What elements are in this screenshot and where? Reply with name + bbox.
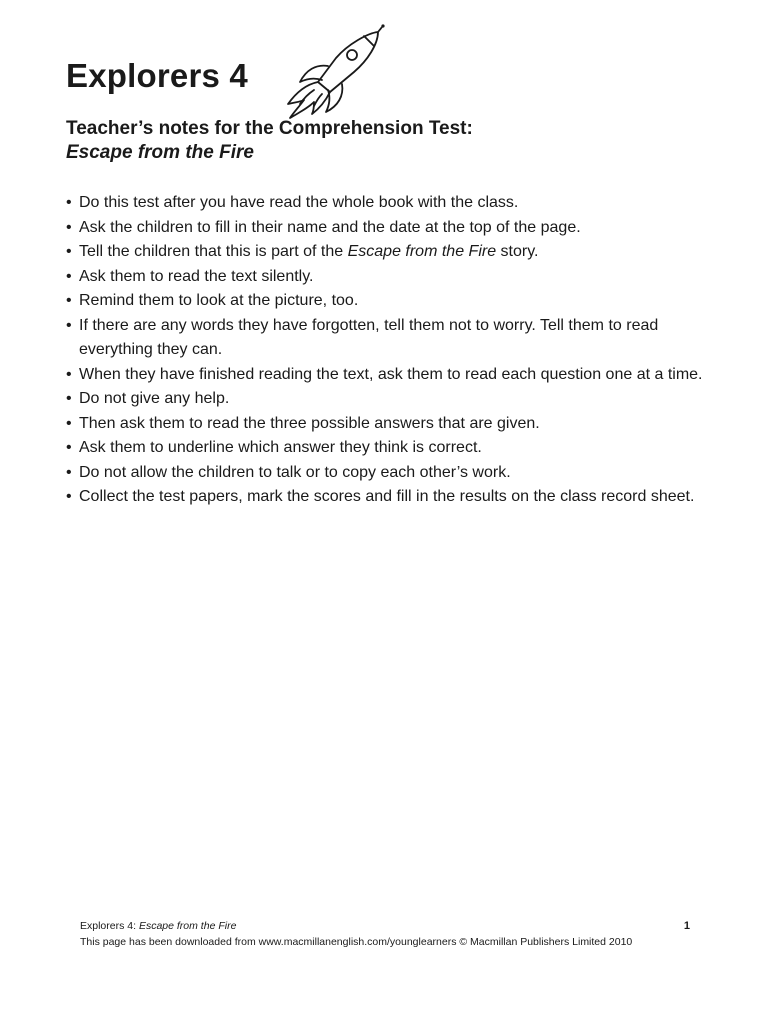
list-item: • If there are any words they have forgotten, tell them not to worry. Tell them to read everything they can. <box>66 314 706 363</box>
book-title: Escape from the Fire <box>66 142 254 163</box>
footer-book-title: Escape from the Fire <box>138 920 237 932</box>
page-number: 1 <box>683 920 690 932</box>
download-notice: This page has been downloaded from www.macmillanenglish.com/younglearners © Macmillan Publishers Limited 2010 <box>80 936 633 948</box>
book-title-inline: Escape from the Fire <box>347 243 497 260</box>
page-title: Explorers 4 <box>66 57 248 94</box>
list-item: • When they have finished reading the text, ask them to read each question one at a time. <box>66 363 706 388</box>
list-item: • Then ask them to read the three possible answers that are given. <box>66 412 706 437</box>
list-item: • Do this test after you have read the whole book with the class. <box>66 191 706 216</box>
list-item: • Collect the test papers, mark the scores and fill in the results on the class record sheet. <box>66 485 706 510</box>
list-item: • Ask them to read the text silently. <box>66 265 706 290</box>
list-item: • Tell the children that this is part of the Escape from the Fire story. <box>66 240 706 265</box>
rocket-icon <box>278 22 390 120</box>
list-item: • Ask the children to fill in their name and the date at the top of the page. <box>66 216 706 241</box>
page-footer <box>80 918 690 950</box>
list-item: • Do not give any help. <box>66 387 706 412</box>
subtitle-text: Teacher’s notes for the Comprehension Test: <box>66 118 473 139</box>
test-subtitle <box>66 117 473 165</box>
list-item: • Ask them to underline which answer they think is correct. <box>66 436 706 461</box>
teacher-notes-list <box>66 191 706 510</box>
list-item: • Remind them to look at the picture, too. <box>66 289 706 314</box>
footer-series-line: Explorers 4: Escape from the Fire <box>80 920 237 932</box>
list-item: • Do not allow the children to talk or to copy each other’s work. <box>66 461 706 486</box>
